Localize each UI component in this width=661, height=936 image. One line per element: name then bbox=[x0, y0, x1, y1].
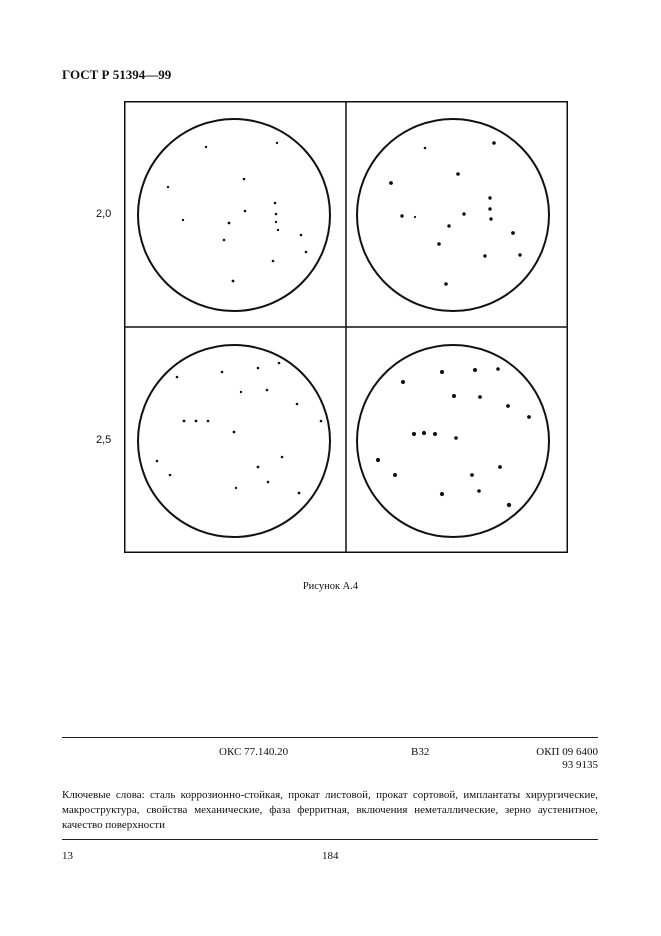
divider-bottom bbox=[62, 839, 598, 840]
okp-code bbox=[528, 746, 598, 771]
group-code: В32 bbox=[411, 746, 430, 758]
page-number: 184 bbox=[322, 850, 339, 862]
okp-code-line-1: ОКП 09 6400 bbox=[536, 746, 598, 758]
figure-caption: Рисунок А.4 bbox=[302, 581, 359, 592]
row-label-2-0: 2,0 bbox=[96, 208, 112, 220]
oks-code: ОКС 77.140.20 bbox=[219, 746, 289, 758]
panel-bottom-right bbox=[357, 345, 549, 537]
inclusion-figure bbox=[124, 101, 568, 553]
panel-top-left bbox=[138, 119, 330, 311]
footer-left-number: 13 bbox=[62, 850, 73, 862]
divider-top bbox=[62, 737, 598, 738]
document-code: ГОСТ Р 51394—99 bbox=[62, 67, 172, 82]
figure-frame bbox=[124, 101, 568, 553]
keywords-paragraph: Ключевые слова: сталь коррозионно-стойкая, прокат листовой, прокат сортовой, имплантаты хирургические, макроструктура, свойства механические, фаза ферритная, включения неметаллические, зерно аустенитное, качество поверхности bbox=[62, 789, 598, 831]
panel-bottom-left bbox=[138, 345, 330, 537]
okp-code-line-2: 93 9135 bbox=[562, 759, 598, 771]
panel-top-right bbox=[357, 119, 549, 311]
row-label-2-5: 2,5 bbox=[96, 434, 112, 446]
